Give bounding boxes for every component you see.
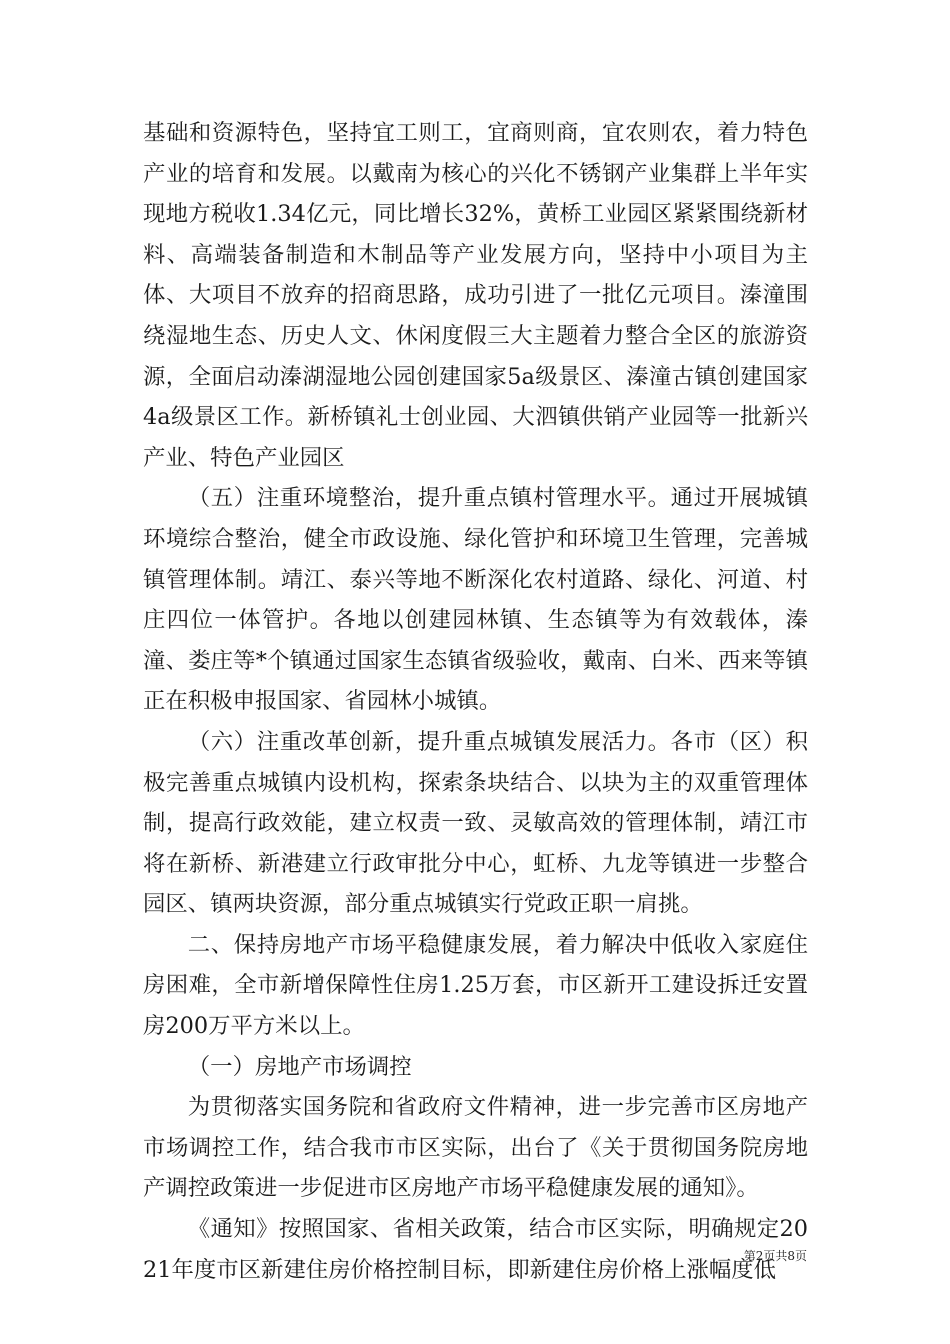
page-number: 第2页共8页 [743,1249,807,1263]
paragraph-section-5: （五）注重环境整治，提升重点镇村管理水平。通过开展城镇环境综合整治，健全市政设施、绿化管护和环境卫生管理，完善城镇管理体制。靖江、泰兴等地不断深化农村道路、绿化、河道、村庄四位一体管护。各地以创建园林镇、生态镇等为有效载体，溱潼、娄庄等*个镇通过国家生态镇省级验收，戴南、白米、西来等镇正在积极申报国家、省园林小城镇。 [143,485,808,715]
paragraph-section-6: （六）注重改革创新，提升重点城镇发展活力。各市（区）积极完善重点城镇内设机构，探索条块结合、以块为主的双重管理体制，提高行政效能，建立权责一致、灵敏高效的管理体制，靖江市将在新桥、新港建立行政审批分中心，虹桥、九龙等镇进一步整合园区、镇两块资源，部分重点城镇实行党政正职一肩挑。 [143,728,808,918]
paragraph-notice: 《通知》按照国家、省相关政策，结合市区实际，明确规定2021年度市区新建住房价格控制目标，即新建住房价格上涨幅度低 [143,1216,808,1283]
paragraph-subheading-1: （一）房地产市场调控 [187,1053,412,1080]
paragraph-heading-2: 二、保持房地产市场平稳健康发展，着力解决中低收入家庭住房困难，全市新增保障性住房1.25万套，市区新开工建设拆迁安置房200万平方米以上。 [143,931,808,1040]
paragraph-continuation: 基础和资源特色，坚持宜工则工，宜商则商，宜农则农，着力特色产业的培育和发展。以戴南为核心的兴化不锈钢产业集群上半年实现地方税收1.34亿元，同比增长32%，黄桥工业园区紧紧围绕新材料、高端装备制造和木制品等产业发展方向，坚持中小项目为主体、大项目不放弃的招商思路，成功引进了一批亿元项目。溱潼围绕湿地生态、历史人文、休闲度假三大主题着力整合全区的旅游资源，全面启动溱湖湿地公园创建国家5a级景区、溱潼古镇创建国家4a级景区工作。新桥镇礼士创业园、大泗镇供销产业园等一批新兴产业、特色产业园区 [143,120,808,471]
paragraph-policy: 为贯彻落实国务院和省政府文件精神，进一步完善市区房地产市场调控工作，结合我市市区实际，出台了《关于贯彻国务院房地产调控政策进一步促进市区房地产市场平稳健康发展的通知》。 [143,1094,808,1202]
document-body [143,113,808,1290]
